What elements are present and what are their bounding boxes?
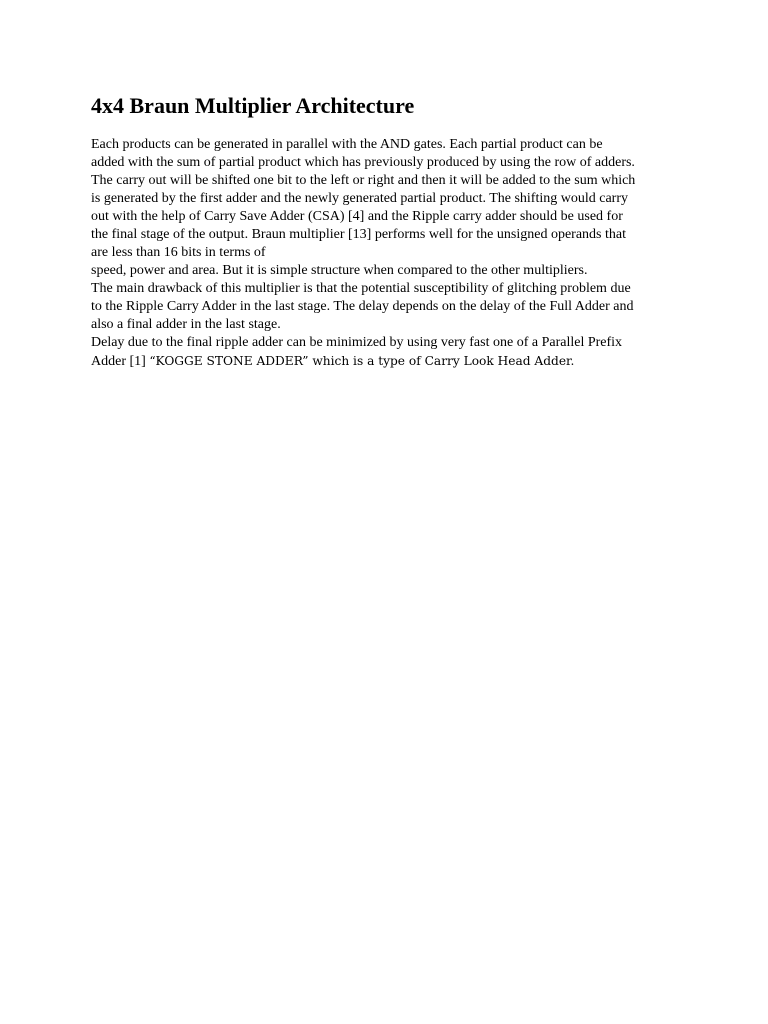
text-line-last (91, 352, 681, 371)
text-line: added with the sum of partial product which has previously produced by using the row of adders. (91, 155, 635, 170)
text-line: Each products can be generated in parallel with the AND gates. Each partial product can be (91, 137, 603, 152)
document-page (91, 92, 681, 371)
last-line-prefix: Adder [1] (91, 354, 150, 369)
text-line: to the Ripple Carry Adder in the last stage. The delay depends on the delay of the Full Adder and (91, 299, 634, 314)
text-line: also a final adder in the last stage. (91, 317, 281, 332)
text-line: out with the help of Carry Save Adder (CSA) [4] and the Ripple carry adder should be used for (91, 209, 623, 224)
text-line: The main drawback of this multiplier is that the potential susceptibility of glitching problem due (91, 281, 631, 296)
body-text (91, 136, 681, 371)
text-line: speed, power and area. But it is simple structure when compared to the other multipliers. (91, 263, 588, 278)
document-title: 4x4 Braun Multiplier Architecture (91, 93, 415, 118)
text-line: Delay due to the final ripple adder can be minimized by using very fast one of a Parallel Prefix (91, 335, 623, 350)
text-line: the final stage of the output. Braun multiplier [13] performs well for the unsigned operands that (91, 227, 626, 242)
last-line-suffix: “KOGGE STONE ADDER” which is a type of Carry Look Head Adder. (149, 354, 575, 368)
text-line: are less than 16 bits in terms of (91, 245, 266, 260)
text-line: is generated by the first adder and the newly generated partial product. The shifting would carry (91, 191, 628, 206)
text-line: The carry out will be shifted one bit to the left or right and then it will be added to the sum which (91, 173, 636, 188)
